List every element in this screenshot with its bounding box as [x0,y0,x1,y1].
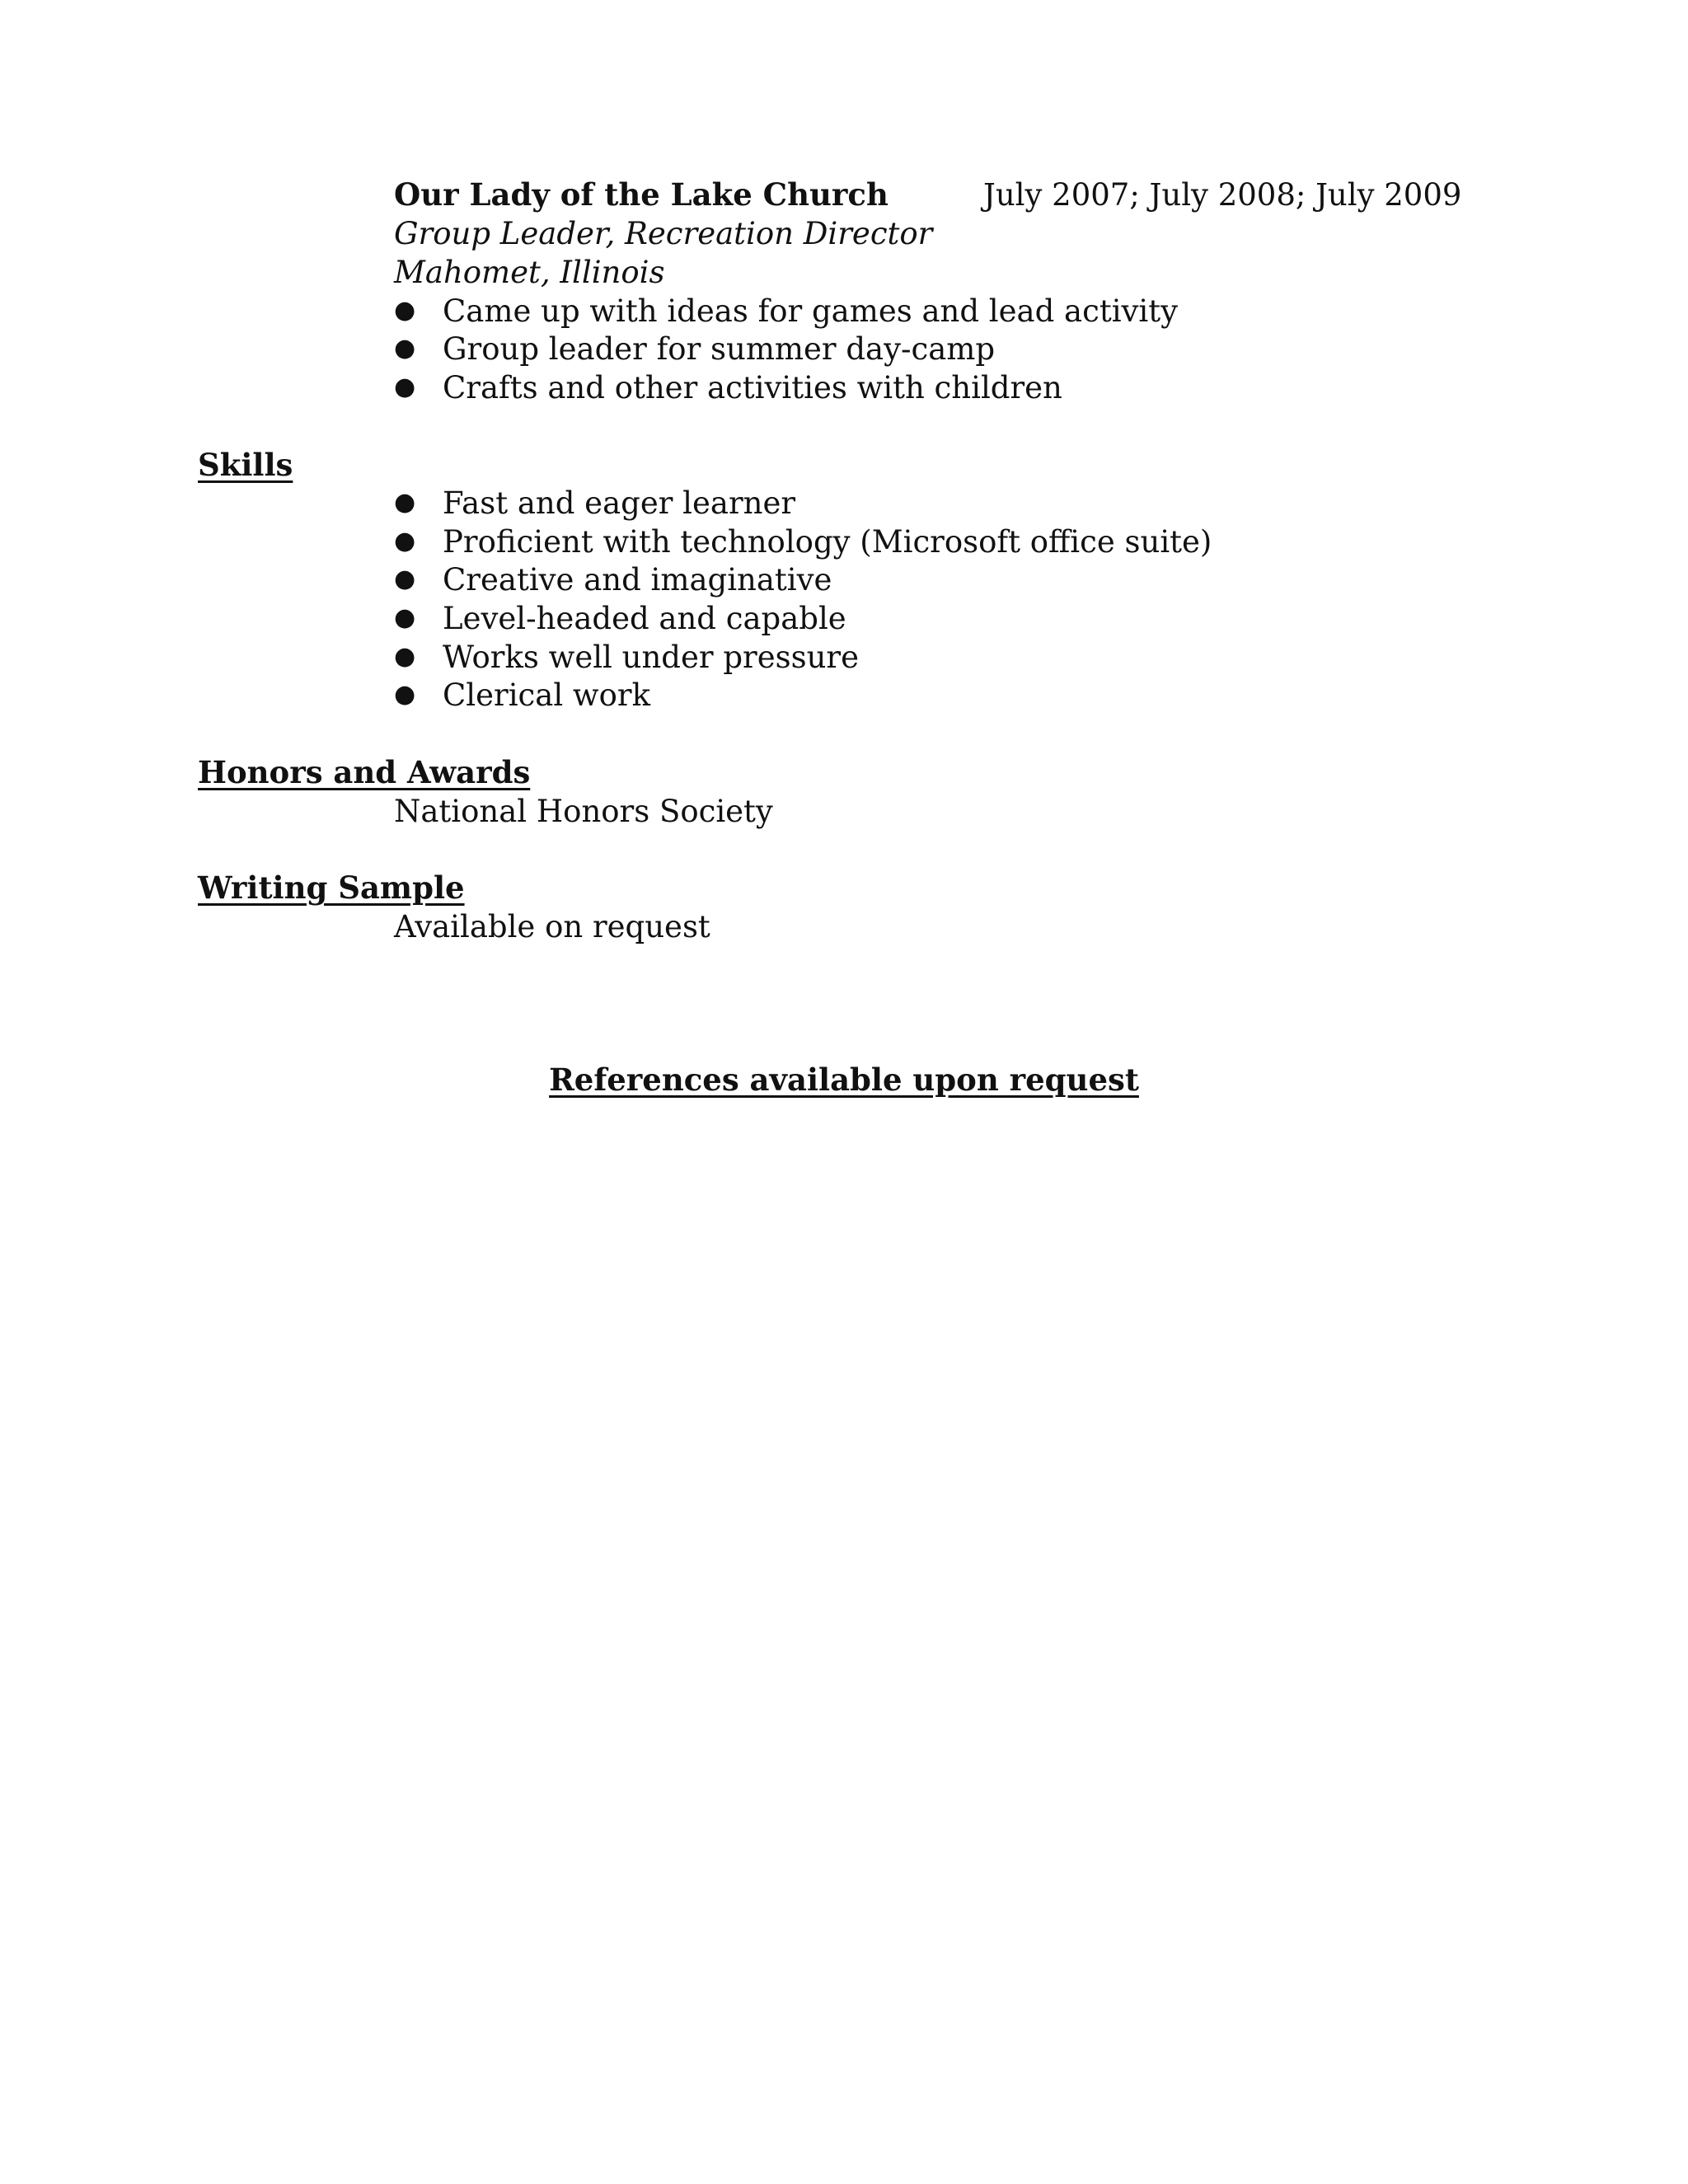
writing-heading: Writing Sample [198,869,465,906]
skill-item: Fast and eager learner [443,485,796,521]
experience-location: Mahomet, Illinois [394,255,665,290]
skill-item: Proficient with technology (Microsoft office suite) [443,524,1212,560]
bullet-icon: ● [394,680,416,709]
bullet-icon: ● [394,527,416,555]
bullet-icon: ● [394,488,416,517]
honors-text: National Honors Society [394,794,773,829]
writing-text: Available on request [394,909,710,944]
experience-bullet: Group leader for summer day-camp [443,331,996,367]
experience-bullet: Came up with ideas for games and lead activity [443,293,1179,329]
bullet-icon: ● [394,642,416,671]
skill-item: Clerical work [443,677,650,713]
bullet-icon: ● [394,603,416,632]
bullet-icon: ● [394,373,416,401]
skills-heading: Skills [198,447,293,483]
bullet-icon: ● [394,565,416,593]
bullet-icon: ● [394,296,416,325]
experience-bullet: Crafts and other activities with children [443,370,1062,405]
skill-item: Level-headed and capable [443,601,846,636]
bullet-icon: ● [394,334,416,363]
experience-org: Our Lady of the Lake Church [394,176,889,213]
honors-heading: Honors and Awards [198,754,531,790]
references-note: References available upon request [549,1062,1139,1098]
skill-item: Works well under pressure [443,640,859,675]
experience-role: Group Leader, Recreation Director [394,216,933,251]
skill-item: Creative and imaginative [443,562,832,598]
experience-dates: July 2007; July 2008; July 2009 [983,177,1462,213]
